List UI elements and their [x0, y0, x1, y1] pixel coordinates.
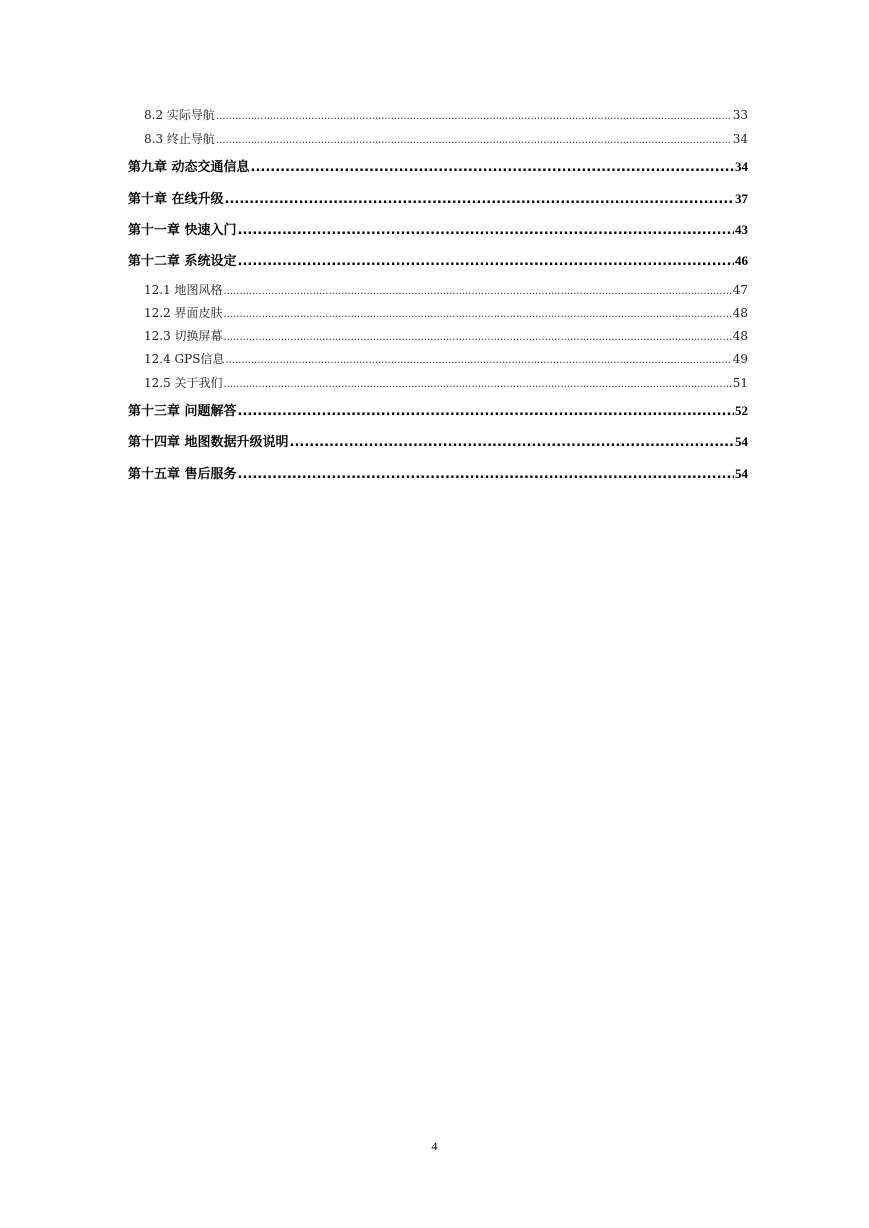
toc-entry-page: 48: [732, 328, 748, 343]
toc-entry-title: 第十一章 快速入门: [128, 223, 237, 238]
toc-entry-title: 第十三章 问题解答: [128, 403, 237, 419]
toc-entry-title: 第九章 动态交通信息: [128, 160, 250, 175]
dot-leader: [238, 247, 734, 276]
toc-entry-title: 第十章 在线升级: [128, 191, 224, 207]
toc-entry-page: 46: [735, 252, 748, 268]
toc-entry-page: 48: [732, 305, 748, 320]
toc-entry-page: 43: [735, 222, 748, 237]
toc-entry-8-2[interactable]: [128, 104, 748, 127]
dot-leader: [216, 104, 732, 128]
toc-entry-chapter-15[interactable]: [128, 458, 748, 490]
toc-entry-page: 33: [732, 108, 748, 122]
toc-entry-title: 8.2 实际导航: [144, 108, 215, 122]
dot-leader: [225, 348, 731, 372]
page-number: 4: [431, 1139, 438, 1153]
toc-entry-title: 12.3 切换屏幕: [144, 328, 223, 343]
dot-leader: [224, 325, 732, 349]
toc-entry-title: 12.5 关于我们: [144, 375, 223, 390]
toc-entry-page: 54: [735, 465, 748, 481]
dot-leader: [238, 215, 734, 247]
toc-entry-8-3[interactable]: [128, 127, 748, 151]
toc-entry-title: 8.3 终止导航: [144, 132, 215, 146]
toc-entry-title: 第十四章 地图数据升级说明: [128, 435, 289, 450]
table-of-contents: [128, 104, 748, 489]
toc-entry-page: 51: [732, 375, 748, 390]
dot-leader: [224, 302, 732, 326]
toc-entry-title: 12.1 地图风格: [144, 282, 223, 297]
toc-entry-12-2[interactable]: [128, 302, 748, 325]
toc-entry-chapter-14[interactable]: [128, 426, 748, 458]
toc-entry-page: 49: [732, 351, 748, 366]
toc-entry-chapter-9[interactable]: [128, 151, 748, 183]
toc-entry-12-3[interactable]: [128, 325, 748, 348]
toc-entry-page: 34: [735, 159, 748, 174]
toc-entry-page: 34: [732, 132, 748, 146]
toc-entry-title: 第十二章 系统设定: [128, 253, 237, 269]
toc-entry-12-4[interactable]: [128, 348, 748, 371]
toc-entry-page: 54: [735, 434, 748, 449]
dot-leader: [251, 152, 734, 184]
dot-leader: [290, 427, 734, 459]
toc-entry-chapter-11[interactable]: [128, 214, 748, 246]
dot-leader: [224, 371, 732, 397]
dot-leader: [225, 184, 734, 216]
dot-leader: [224, 279, 732, 303]
toc-entry-title: 12.4 GPS信息: [144, 351, 225, 366]
dot-leader: [238, 459, 734, 491]
dot-leader: [216, 127, 732, 153]
dot-leader: [238, 396, 734, 428]
toc-entry-chapter-10[interactable]: [128, 183, 748, 215]
toc-entry-page: 47: [732, 282, 748, 297]
toc-entry-title: 第十五章 售后服务: [128, 466, 237, 482]
toc-entry-title: 12.2 界面皮肤: [144, 305, 223, 320]
toc-entry-chapter-12[interactable]: [128, 246, 748, 279]
toc-entry-12-5[interactable]: [128, 371, 748, 395]
toc-entry-12-1[interactable]: [128, 279, 748, 302]
toc-entry-page: 37: [735, 190, 748, 206]
toc-entry-page: 52: [735, 402, 748, 418]
toc-entry-chapter-13[interactable]: [128, 395, 748, 427]
